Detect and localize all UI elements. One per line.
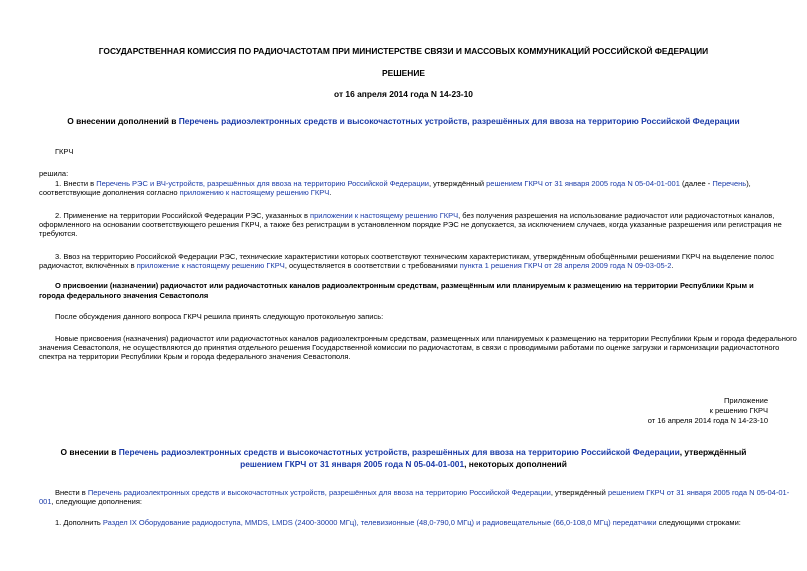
decision-2005-link-continued[interactable]: 001 <box>39 497 52 506</box>
paragraph-4-line-2: значения Севастополя, не осуществляются до принятия отдельного решения Государственной комиссии по радиочастотам, в связи с проводимыми работами по оценке загрузки и гармонизации радиочастотного <box>39 343 780 352</box>
text-fragment: . <box>329 188 332 197</box>
text-fragment: . <box>671 261 674 270</box>
text-fragment: Внести в <box>55 488 88 497</box>
appendix-ref-line-1: Приложение <box>724 396 768 405</box>
text-fragment: радиочастот, включённых в <box>39 261 137 270</box>
text-fragment: , утверждённый <box>429 179 487 188</box>
decision-2009-link[interactable]: пункта 1 решения ГКРЧ от 28 апреля 2009 года N 09-03-05-2 <box>459 261 672 270</box>
appendix-paragraph-1-line-2 <box>39 497 142 506</box>
text-fragment: , следующие дополнения: <box>51 497 142 506</box>
paragraph-1-line-2 <box>39 188 331 197</box>
paragraph-3-line-1: 3. Ввоз на территорию Российской Федерации РЭС, технические характеристики которых соответствуют техническим характеристикам, утверждённым обобщёнными решениями ГКРЧ на выделение полос <box>55 252 775 261</box>
paragraph-4-line-3: спектра на территории Республики Крым и города федерального значения Севастополя. <box>39 352 351 361</box>
text-fragment: ), <box>746 179 751 188</box>
appendix-ref-line-2: к решению ГКРЧ <box>709 406 768 415</box>
decision-date-number: от 16 апреля 2014 года N 14-23-10 <box>334 89 473 99</box>
paragraph-2-line-2: оформленного на основании соответствующего решения ГКРЧ, а также без регистрации в установленном порядке РЭС не допускается, за исключением случаев, когда указанные разрешения или регистрация не <box>39 220 782 229</box>
text-fragment: , без получения разрешения на использование радиочастот или радиочастотных каналов, <box>458 211 775 220</box>
appendix-paragraph-1-line-1 <box>55 488 789 497</box>
section-2-heading-line-2: города федерального значения Севастополя <box>39 291 209 300</box>
appendix-link[interactable]: приложению к настоящему решению ГКРЧ <box>179 188 330 197</box>
appendix-paragraph-2 <box>55 518 741 527</box>
decision-title-prefix: О внесении дополнений в <box>67 116 179 126</box>
appendix-link[interactable]: приложение к настоящему решению ГКРЧ <box>136 261 285 270</box>
decision-2005-link[interactable]: решением ГКРЧ от 31 января 2005 года N 05-04-01-001 <box>486 179 680 188</box>
text-fragment: , некоторых дополнений <box>464 459 567 469</box>
text-fragment: 2. Применение на территории Российской Федерации РЭС, указанных в <box>55 211 311 220</box>
decision-title-link[interactable]: Перечень радиоэлектронных средств и высокочастотных устройств, разрешённых для ввоза на территорию Российской Федерации <box>178 116 740 126</box>
commission-heading: ГОСУДАРСТВЕННАЯ КОМИССИЯ ПО РАДИОЧАСТОТАМ ПРИ МИНИСТЕРСТВЕ СВЯЗИ И МАССОВЫХ КОММУНИКАЦИЙ РОССИЙСКОЙ ФЕДЕРАЦИИ <box>98 46 709 56</box>
appendix-title-line-1 <box>5 447 802 457</box>
paragraph-2-line-1 <box>55 211 774 220</box>
list-link[interactable]: Перечень <box>712 179 747 188</box>
section-ix-link[interactable]: Раздел IX Оборудование радиодоступа, MMDS, LMDS (2400-30000 МГц), телевизионные (48,0-790,0 МГц) и радиовещательные (66,0-108,0 МГц) передатчики <box>102 518 657 527</box>
section-2-heading-line-1: О присвоении (назначении) радиочастот или радиочастотных каналов радиоэлектронным средствам, размещённым или планируемым к размещению на территории Республики Крым и <box>55 281 754 290</box>
protocol-intro: После обсуждения данного вопроса ГКРЧ решила принять следующую протокольную запись: <box>55 312 384 321</box>
text-fragment: следующими строками: <box>656 518 741 527</box>
appendix-ref-line-3: от 16 апреля 2014 года N 14-23-10 <box>647 416 768 425</box>
decision-heading: РЕШЕНИЕ <box>382 68 425 78</box>
text-fragment: 1. Внести в <box>55 179 97 188</box>
paragraph-1-line-1 <box>55 179 751 188</box>
text-fragment: , осуществляется в соответствии с требованиями <box>284 261 460 270</box>
text-fragment: О внесении в <box>60 447 119 457</box>
paragraph-4-line-1: Новые присвоения (назначения) радиочастот или радиочастотных каналов радиоэлектронным средствам, размещенных или планируемых к размещению на территории Республики Крым и города федерального <box>55 334 797 343</box>
gkrch-label: ГКРЧ <box>55 147 74 156</box>
text-fragment: , утверждённый <box>679 447 747 457</box>
paragraph-3-line-2 <box>39 261 673 270</box>
text-fragment: 1. Дополнить <box>55 518 103 527</box>
list-res-link[interactable]: Перечень радиоэлектронных средств и высокочастотных устройств, разрешённых для ввоза на территорию Российской Федерации <box>87 488 551 497</box>
decision-2005-link[interactable]: решением ГКРЧ от 31 января 2005 года N 05-04-01- <box>607 488 790 497</box>
list-res-link[interactable]: Перечень радиоэлектронных средств и высокочастотных устройств, разрешённых для ввоза на территорию Российской Федерации <box>118 447 680 457</box>
decision-2005-link[interactable]: решением ГКРЧ от 31 января 2005 года N 05-04-01-001 <box>240 459 465 469</box>
text-fragment: (далее - <box>679 179 713 188</box>
paragraph-2-line-3: требуются. <box>39 229 78 238</box>
decision-title <box>5 116 802 126</box>
appendix-link[interactable]: приложении к настоящему решению ГКРЧ <box>310 211 459 220</box>
list-res-link[interactable]: Перечень РЭС и ВЧ-устройств, разрешённых для ввоза на территорию Российской Федерации <box>96 179 429 188</box>
text-fragment: , утверждённый <box>550 488 608 497</box>
resolved-label: решила: <box>39 169 69 178</box>
appendix-title-line-2 <box>5 459 802 469</box>
text-fragment: соответствующие дополнения согласно <box>39 188 180 197</box>
